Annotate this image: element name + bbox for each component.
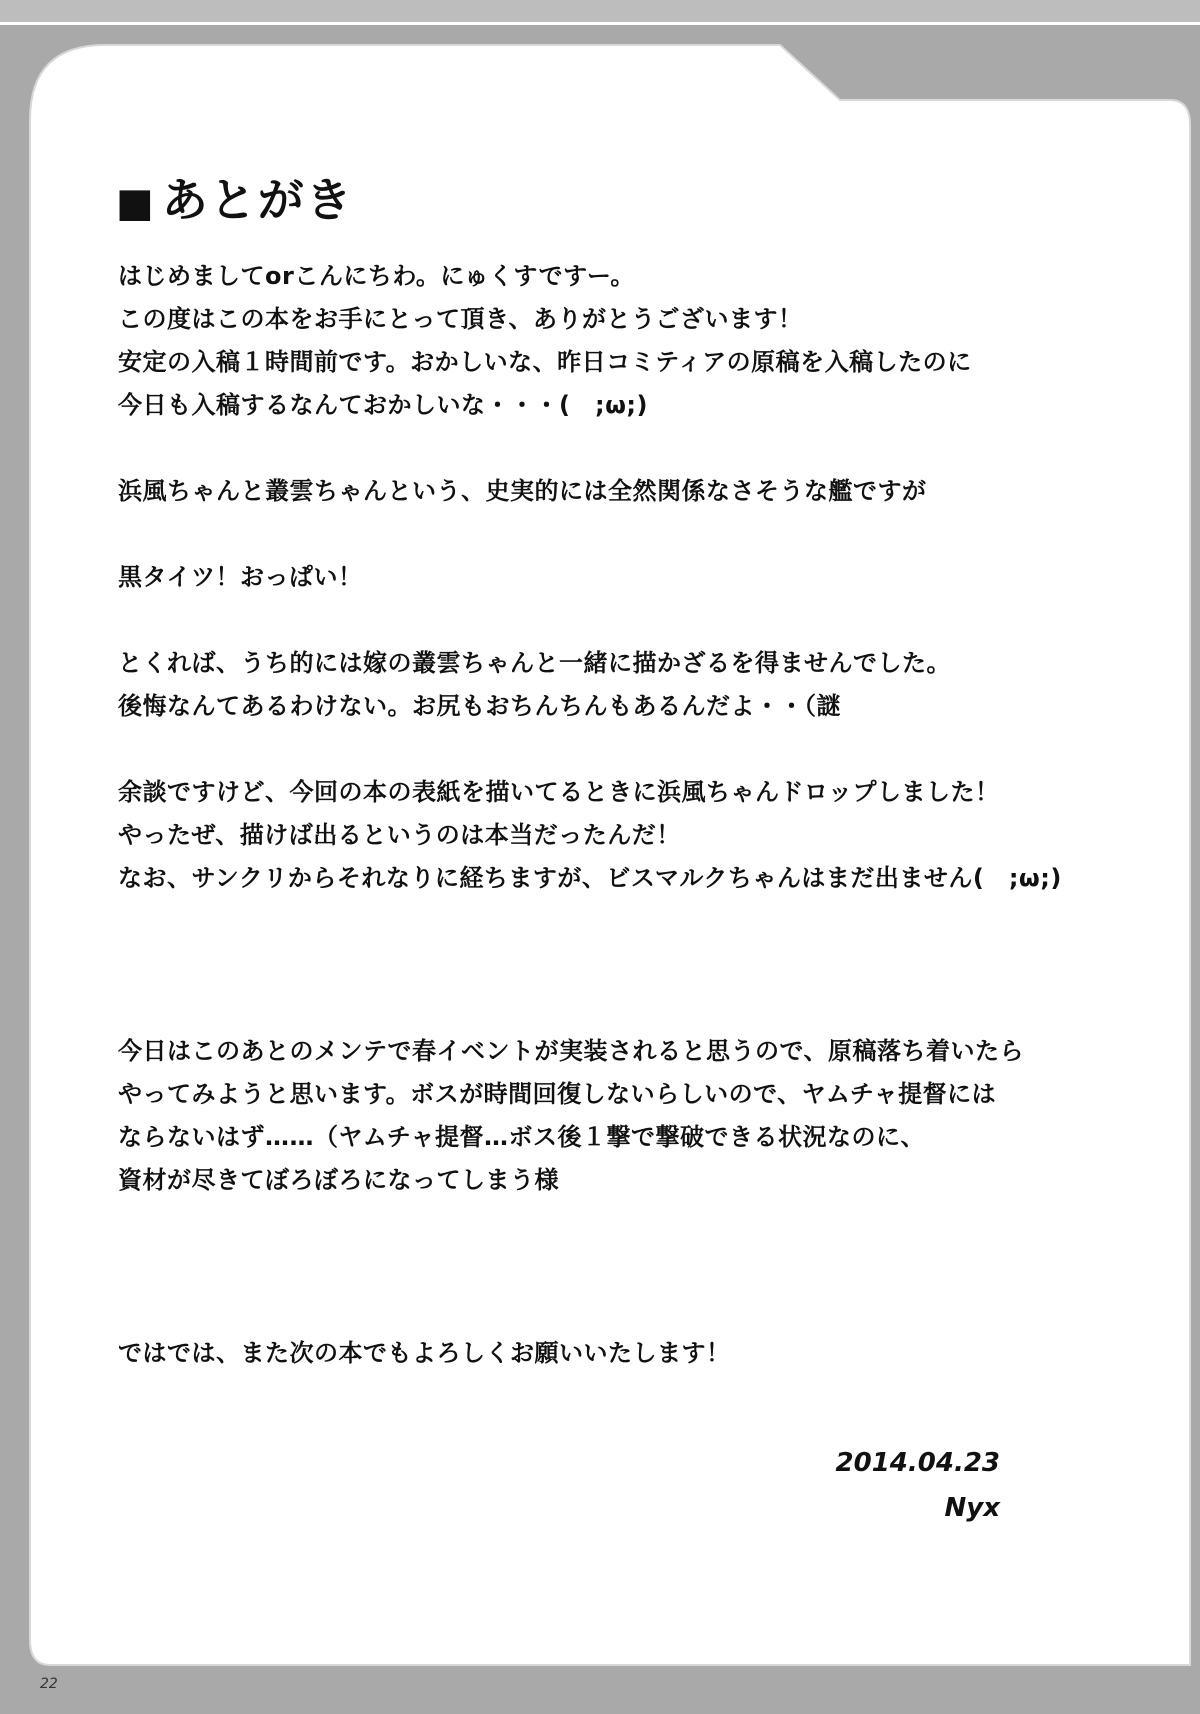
page-number: 22 [40,1676,58,1692]
text-line: 安定の入稿１時間前です。おかしいな、昨日コミティアの原稿を入稿したのに [118,348,972,376]
text-line: なお、サンクリからそれなりに経ちますが、ビスマルクちゃんはまだ出ません( ;ω;) [118,864,1062,892]
text-line: 今日も入稿するなんておかしいな・・・( ;ω;) [118,391,648,419]
text-line: はじめましてorこんにちわ。にゅくすですー。 [118,262,635,290]
text-line: 今日はこのあとのメンテで春イベントが実装されると思うので、原稿落ち着いたら [118,1037,1025,1065]
paragraph-1 [118,255,1118,427]
text-line: この度はこの本をお手にとって頂き、ありがとうございます！ [118,305,803,333]
text-line: やったぜ、描けば出るというのは本当だったんだ！ [118,821,681,849]
paragraph-2 [118,470,1118,513]
text-line: 資材が尽きてぼろぼろになってしまう様 [118,1166,559,1194]
paragraph-6 [118,1030,1118,1202]
text-line: ならないはず……（ヤムチャ提督…ボス後１撃で撃破できる状況なのに、 [118,1123,926,1151]
page-title [116,170,1118,233]
text-line: 黒タイツ！おっぱい！ [118,563,363,591]
paragraph-3 [118,556,1118,599]
text-line: 余談ですけど、今回の本の表紙を描いてるときに浜風ちゃんドロップしました！ [118,778,1000,806]
paragraph-4 [118,642,1118,728]
text-line: とくれば、うち的には嫁の叢雲ちゃんと一緒に描かざるを得ませんでした。 [118,649,951,677]
afterword-content [118,170,1118,1375]
text-line: 浜風ちゃんと叢雲ちゃんという、史実的には全然関係なさそうな艦ですが [118,477,927,505]
date: 2014.04.23 [835,1448,1000,1478]
author-name: Nyx [944,1493,1000,1523]
paragraph-5 [118,771,1118,900]
heading-text: あとがき [161,173,354,227]
text-line: やってみようと思います。ボスが時間回復しないらしいので、ヤムチャ提督には [118,1080,997,1108]
text-line: ではでは、また次の本でもよろしくお願いいたします！ [118,1339,731,1367]
square-bullet-icon: ■ [116,180,156,226]
paragraph-7 [118,1332,1118,1375]
text-line: 後悔なんてあるわけない。お尻もおちんちんもあるんだよ・・（謎 [118,692,841,720]
